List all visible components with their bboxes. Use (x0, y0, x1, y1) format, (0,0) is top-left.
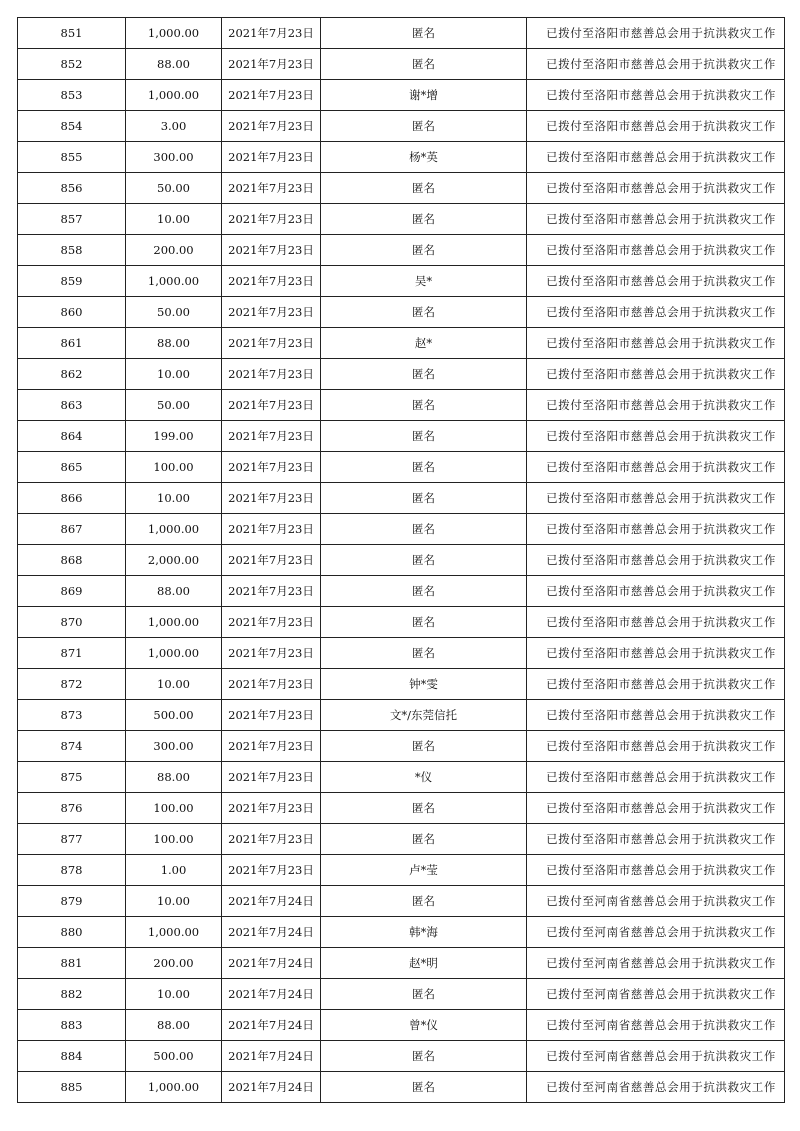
table-row (18, 297, 785, 328)
row-number: 883 (18, 1010, 126, 1041)
table-row (18, 452, 785, 483)
table-row (18, 266, 785, 297)
row-number: 855 (18, 142, 126, 173)
allocation-note: 已拨付至洛阳市慈善总会用于抗洪救灾工作 (527, 793, 785, 824)
allocation-note: 已拨付至洛阳市慈善总会用于抗洪救灾工作 (527, 514, 785, 545)
donor-name: *仪 (321, 762, 527, 793)
allocation-note: 已拨付至洛阳市慈善总会用于抗洪救灾工作 (527, 483, 785, 514)
donation-date: 2021年7月24日 (222, 979, 321, 1010)
row-number: 860 (18, 297, 126, 328)
donation-date: 2021年7月23日 (222, 328, 321, 359)
donation-table-body (18, 18, 785, 1103)
donation-amount: 100.00 (126, 824, 222, 855)
donor-name: 匿名 (321, 731, 527, 762)
donor-name: 匿名 (321, 359, 527, 390)
donor-name: 匿名 (321, 235, 527, 266)
donation-amount: 500.00 (126, 700, 222, 731)
donation-amount: 200.00 (126, 948, 222, 979)
table-row (18, 1010, 785, 1041)
table-row (18, 1041, 785, 1072)
donation-date: 2021年7月23日 (222, 669, 321, 700)
table-row (18, 793, 785, 824)
row-number: 858 (18, 235, 126, 266)
donor-name: 匿名 (321, 173, 527, 204)
donor-name: 吴* (321, 266, 527, 297)
donation-amount: 200.00 (126, 235, 222, 266)
row-number: 853 (18, 80, 126, 111)
donor-name: 匿名 (321, 824, 527, 855)
donor-name: 卢*莹 (321, 855, 527, 886)
donation-table (17, 17, 785, 1103)
donor-name: 匿名 (321, 18, 527, 49)
donation-amount: 1,000.00 (126, 80, 222, 111)
row-number: 870 (18, 607, 126, 638)
donor-name: 匿名 (321, 204, 527, 235)
donation-date: 2021年7月23日 (222, 235, 321, 266)
donor-name: 匿名 (321, 576, 527, 607)
donation-date: 2021年7月24日 (222, 917, 321, 948)
donor-name: 赵* (321, 328, 527, 359)
donation-amount: 88.00 (126, 1010, 222, 1041)
row-number: 861 (18, 328, 126, 359)
donation-date: 2021年7月23日 (222, 700, 321, 731)
table-row (18, 917, 785, 948)
donation-date: 2021年7月24日 (222, 1072, 321, 1103)
table-row (18, 855, 785, 886)
row-number: 885 (18, 1072, 126, 1103)
donation-amount: 2,000.00 (126, 545, 222, 576)
row-number: 856 (18, 173, 126, 204)
allocation-note: 已拨付至洛阳市慈善总会用于抗洪救灾工作 (527, 762, 785, 793)
donor-name: 匿名 (321, 638, 527, 669)
donor-name: 匿名 (321, 452, 527, 483)
table-row (18, 421, 785, 452)
table-row (18, 173, 785, 204)
row-number: 877 (18, 824, 126, 855)
allocation-note: 已拨付至洛阳市慈善总会用于抗洪救灾工作 (527, 18, 785, 49)
donation-amount: 10.00 (126, 669, 222, 700)
row-number: 866 (18, 483, 126, 514)
donation-date: 2021年7月23日 (222, 607, 321, 638)
donor-name: 匿名 (321, 1041, 527, 1072)
donation-date: 2021年7月23日 (222, 576, 321, 607)
donor-name: 匿名 (321, 49, 527, 80)
row-number: 863 (18, 390, 126, 421)
allocation-note: 已拨付至洛阳市慈善总会用于抗洪救灾工作 (527, 359, 785, 390)
donor-name: 匿名 (321, 111, 527, 142)
table-row (18, 142, 785, 173)
allocation-note: 已拨付至洛阳市慈善总会用于抗洪救灾工作 (527, 173, 785, 204)
donation-amount: 10.00 (126, 886, 222, 917)
allocation-note: 已拨付至洛阳市慈善总会用于抗洪救灾工作 (527, 204, 785, 235)
allocation-note: 已拨付至洛阳市慈善总会用于抗洪救灾工作 (527, 700, 785, 731)
row-number: 854 (18, 111, 126, 142)
donation-amount: 1,000.00 (126, 917, 222, 948)
donation-amount: 199.00 (126, 421, 222, 452)
table-row (18, 948, 785, 979)
allocation-note: 已拨付至洛阳市慈善总会用于抗洪救灾工作 (527, 235, 785, 266)
table-row (18, 235, 785, 266)
allocation-note: 已拨付至洛阳市慈善总会用于抗洪救灾工作 (527, 607, 785, 638)
allocation-note: 已拨付至河南省慈善总会用于抗洪救灾工作 (527, 979, 785, 1010)
donor-name: 谢*增 (321, 80, 527, 111)
donation-amount: 1,000.00 (126, 607, 222, 638)
table-row (18, 607, 785, 638)
donor-name: 韩*海 (321, 917, 527, 948)
donor-name: 曾*仪 (321, 1010, 527, 1041)
donor-name: 匿名 (321, 1072, 527, 1103)
table-row (18, 731, 785, 762)
donor-name: 赵*明 (321, 948, 527, 979)
allocation-note: 已拨付至河南省慈善总会用于抗洪救灾工作 (527, 1010, 785, 1041)
allocation-note: 已拨付至洛阳市慈善总会用于抗洪救灾工作 (527, 328, 785, 359)
donation-date: 2021年7月24日 (222, 948, 321, 979)
table-row (18, 886, 785, 917)
row-number: 882 (18, 979, 126, 1010)
row-number: 876 (18, 793, 126, 824)
table-row (18, 483, 785, 514)
donation-date: 2021年7月23日 (222, 204, 321, 235)
donor-name: 匿名 (321, 390, 527, 421)
donation-date: 2021年7月23日 (222, 111, 321, 142)
row-number: 852 (18, 49, 126, 80)
row-number: 880 (18, 917, 126, 948)
donation-date: 2021年7月23日 (222, 514, 321, 545)
table-row (18, 669, 785, 700)
table-row (18, 514, 785, 545)
donation-amount: 88.00 (126, 328, 222, 359)
allocation-note: 已拨付至洛阳市慈善总会用于抗洪救灾工作 (527, 142, 785, 173)
donation-date: 2021年7月23日 (222, 731, 321, 762)
donor-name: 匿名 (321, 545, 527, 576)
donor-name: 钟*雯 (321, 669, 527, 700)
donation-amount: 1,000.00 (126, 1072, 222, 1103)
allocation-note: 已拨付至洛阳市慈善总会用于抗洪救灾工作 (527, 80, 785, 111)
donor-name: 匿名 (321, 607, 527, 638)
donation-amount: 50.00 (126, 390, 222, 421)
row-number: 871 (18, 638, 126, 669)
donation-amount: 10.00 (126, 483, 222, 514)
donor-name: 匿名 (321, 979, 527, 1010)
donor-name: 匿名 (321, 421, 527, 452)
donation-date: 2021年7月23日 (222, 855, 321, 886)
donation-date: 2021年7月23日 (222, 173, 321, 204)
row-number: 851 (18, 18, 126, 49)
row-number: 865 (18, 452, 126, 483)
donation-amount: 10.00 (126, 204, 222, 235)
donation-amount: 1,000.00 (126, 266, 222, 297)
donor-name: 匿名 (321, 297, 527, 328)
table-row (18, 390, 785, 421)
donation-amount: 500.00 (126, 1041, 222, 1072)
donation-date: 2021年7月23日 (222, 80, 321, 111)
row-number: 872 (18, 669, 126, 700)
donation-date: 2021年7月24日 (222, 1041, 321, 1072)
donation-date: 2021年7月24日 (222, 886, 321, 917)
row-number: 868 (18, 545, 126, 576)
table-row (18, 111, 785, 142)
donation-date: 2021年7月24日 (222, 1010, 321, 1041)
allocation-note: 已拨付至河南省慈善总会用于抗洪救灾工作 (527, 1072, 785, 1103)
donor-name: 匿名 (321, 793, 527, 824)
donation-date: 2021年7月23日 (222, 266, 321, 297)
donation-date: 2021年7月23日 (222, 545, 321, 576)
donation-amount: 88.00 (126, 49, 222, 80)
donation-amount: 50.00 (126, 297, 222, 328)
donation-date: 2021年7月23日 (222, 18, 321, 49)
row-number: 869 (18, 576, 126, 607)
table-row (18, 80, 785, 111)
allocation-note: 已拨付至洛阳市慈善总会用于抗洪救灾工作 (527, 266, 785, 297)
donation-date: 2021年7月23日 (222, 452, 321, 483)
table-row (18, 359, 785, 390)
donor-name: 杨*英 (321, 142, 527, 173)
allocation-note: 已拨付至河南省慈善总会用于抗洪救灾工作 (527, 917, 785, 948)
row-number: 862 (18, 359, 126, 390)
table-row (18, 576, 785, 607)
allocation-note: 已拨付至洛阳市慈善总会用于抗洪救灾工作 (527, 855, 785, 886)
donation-amount: 100.00 (126, 793, 222, 824)
row-number: 857 (18, 204, 126, 235)
row-number: 874 (18, 731, 126, 762)
donation-date: 2021年7月23日 (222, 359, 321, 390)
donation-date: 2021年7月23日 (222, 421, 321, 452)
table-row (18, 49, 785, 80)
donation-amount: 300.00 (126, 731, 222, 762)
donation-date: 2021年7月23日 (222, 638, 321, 669)
donation-amount: 100.00 (126, 452, 222, 483)
donor-name: 文*/东莞信托 (321, 700, 527, 731)
allocation-note: 已拨付至洛阳市慈善总会用于抗洪救灾工作 (527, 49, 785, 80)
donation-date: 2021年7月23日 (222, 297, 321, 328)
donation-amount: 300.00 (126, 142, 222, 173)
allocation-note: 已拨付至洛阳市慈善总会用于抗洪救灾工作 (527, 297, 785, 328)
row-number: 859 (18, 266, 126, 297)
row-number: 873 (18, 700, 126, 731)
allocation-note: 已拨付至洛阳市慈善总会用于抗洪救灾工作 (527, 638, 785, 669)
donation-amount: 88.00 (126, 576, 222, 607)
allocation-note: 已拨付至洛阳市慈善总会用于抗洪救灾工作 (527, 669, 785, 700)
table-row (18, 1072, 785, 1103)
row-number: 881 (18, 948, 126, 979)
donation-date: 2021年7月23日 (222, 824, 321, 855)
donation-date: 2021年7月23日 (222, 142, 321, 173)
donation-amount: 1,000.00 (126, 638, 222, 669)
donation-amount: 10.00 (126, 359, 222, 390)
table-row (18, 824, 785, 855)
donation-amount: 3.00 (126, 111, 222, 142)
donation-amount: 1.00 (126, 855, 222, 886)
donation-amount: 1,000.00 (126, 514, 222, 545)
allocation-note: 已拨付至洛阳市慈善总会用于抗洪救灾工作 (527, 452, 785, 483)
allocation-note: 已拨付至洛阳市慈善总会用于抗洪救灾工作 (527, 390, 785, 421)
donor-name: 匿名 (321, 886, 527, 917)
donation-date: 2021年7月23日 (222, 49, 321, 80)
table-row (18, 204, 785, 235)
allocation-note: 已拨付至洛阳市慈善总会用于抗洪救灾工作 (527, 545, 785, 576)
table-row (18, 638, 785, 669)
table-row (18, 328, 785, 359)
row-number: 879 (18, 886, 126, 917)
allocation-note: 已拨付至洛阳市慈善总会用于抗洪救灾工作 (527, 824, 785, 855)
allocation-note: 已拨付至洛阳市慈善总会用于抗洪救灾工作 (527, 576, 785, 607)
donation-amount: 88.00 (126, 762, 222, 793)
donation-date: 2021年7月23日 (222, 762, 321, 793)
table-row (18, 979, 785, 1010)
row-number: 867 (18, 514, 126, 545)
donation-amount: 10.00 (126, 979, 222, 1010)
table-row (18, 18, 785, 49)
donation-date: 2021年7月23日 (222, 483, 321, 514)
allocation-note: 已拨付至洛阳市慈善总会用于抗洪救灾工作 (527, 111, 785, 142)
table-row (18, 762, 785, 793)
allocation-note: 已拨付至洛阳市慈善总会用于抗洪救灾工作 (527, 421, 785, 452)
allocation-note: 已拨付至河南省慈善总会用于抗洪救灾工作 (527, 948, 785, 979)
donation-date: 2021年7月23日 (222, 793, 321, 824)
donor-name: 匿名 (321, 483, 527, 514)
allocation-note: 已拨付至河南省慈善总会用于抗洪救灾工作 (527, 886, 785, 917)
allocation-note: 已拨付至洛阳市慈善总会用于抗洪救灾工作 (527, 731, 785, 762)
row-number: 875 (18, 762, 126, 793)
row-number: 864 (18, 421, 126, 452)
donation-amount: 50.00 (126, 173, 222, 204)
donation-date: 2021年7月23日 (222, 390, 321, 421)
row-number: 878 (18, 855, 126, 886)
donor-name: 匿名 (321, 514, 527, 545)
allocation-note: 已拨付至河南省慈善总会用于抗洪救灾工作 (527, 1041, 785, 1072)
table-row (18, 700, 785, 731)
table-row (18, 545, 785, 576)
row-number: 884 (18, 1041, 126, 1072)
donation-amount: 1,000.00 (126, 18, 222, 49)
